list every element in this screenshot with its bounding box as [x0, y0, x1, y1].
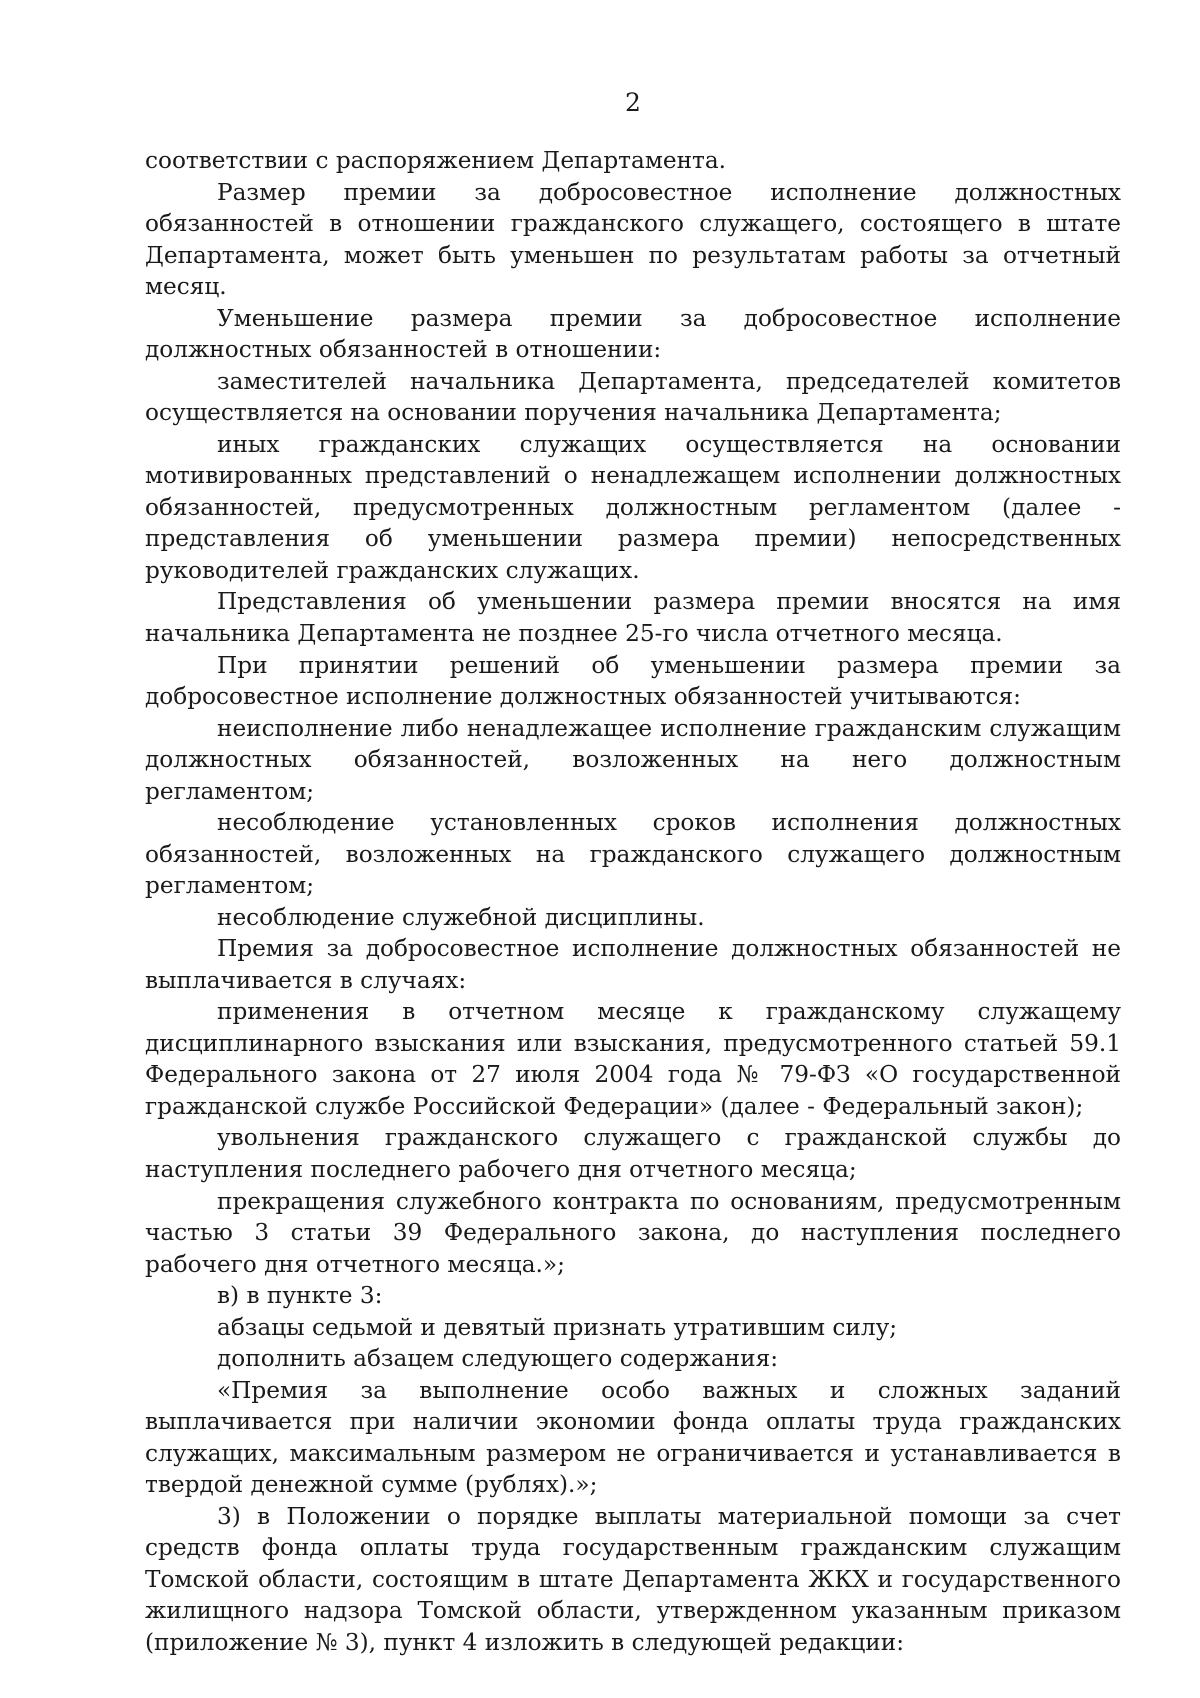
paragraph: Размер премии за добросовестное исполнение должностных обязанностей в отношении гражданского служащего, состоящего в штате Департамента, может быть уменьшен по результатам работы за отчетный месяц.	[145, 178, 1121, 301]
paragraph: несоблюдение установленных сроков исполнения должностных обязанностей, возложенных на гражданского служащего должностным регламентом;	[145, 809, 1121, 900]
paragraph: абзацы седьмой и девятый признать утратившим силу;	[217, 1313, 898, 1341]
paragraph: иных гражданских служащих осуществляется на основании мотивированных представлений о ненадлежащем исполнении должностных обязанностей, предусмотренных должностным регламентом (далее - представления об уменьшении размера премии) непосредственных руководителей гражданских служащих.	[145, 430, 1121, 584]
paragraph: прекращения служебного контракта по основаниям, предусмотренным частью 3 статьи 39 Федерального закона, до наступления последнего рабочего дня отчетного месяца.»;	[145, 1187, 1121, 1278]
paragraph: несоблюдение служебной дисциплины.	[217, 903, 705, 931]
paragraph: соответствии с распоряжением Департамента.	[145, 147, 727, 174]
paragraph: заместителей начальника Департамента, председателей комитетов осуществляется на основании поручения начальника Департамента;	[145, 367, 1121, 427]
paragraph: Премия за добросовестное исполнение должностных обязанностей не выплачивается в случаях:	[145, 935, 1121, 994]
paragraph: Уменьшение размера премии за добросовестное исполнение должностных обязанностей в отношении:	[145, 304, 1121, 364]
paragraph: увольнения гражданского служащего с гражданской службы до наступления последнего рабочего дня отчетного месяца;	[145, 1124, 1121, 1183]
page-number: 2	[625, 88, 641, 117]
paragraph: применения в отчетном месяце к гражданскому служащему дисциплинарного взыскания или взыскания, предусмотренного статьей 59.1 Федерального закона от 27 июля 2004 года № 79-ФЗ «О государственной гражданской службе Российской Федерации» (далее - Федеральный закон);	[145, 998, 1121, 1120]
paragraph: дополнить абзацем следующего содержания:	[217, 1345, 779, 1373]
paragraph: «Премия за выполнение особо важных и сложных заданий выплачивается при наличии экономии фонда оплаты труда гражданских служащих, максимальным размером не ограничивается и устанавливается в твердой денежной сумме (рублях).»;	[145, 1376, 1121, 1499]
paragraph: неисполнение либо ненадлежащее исполнение гражданским служащим должностных обязанностей, возложенных на него должностным регламентом;	[145, 714, 1121, 805]
paragraph: в) в пункте 3:	[217, 1282, 383, 1310]
paragraph: Представления об уменьшении размера премии вносятся на имя начальника Департамента не позднее 25-го числа отчетного месяца.	[145, 588, 1121, 647]
document-body	[145, 145, 1121, 1659]
paragraph: При принятии решений об уменьшении размера премии за добросовестное исполнение должностных обязанностей учитываются:	[145, 651, 1121, 711]
paragraph: 3) в Положении о порядке выплаты материальной помощи за счет средств фонда оплаты труда государственным гражданским служащим Томской области, состоящим в штате Департамента ЖКХ и государственного жилищного надзора Томской области, утвержденном указанным приказом (приложение № 3), пункт 4 изложить в следующей редакции:	[145, 1502, 1121, 1656]
